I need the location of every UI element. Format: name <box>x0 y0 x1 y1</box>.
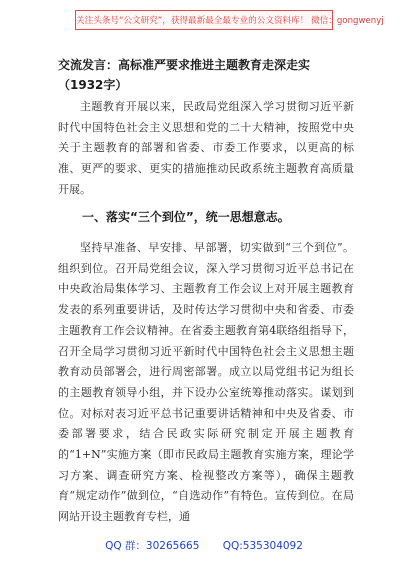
section-body-1: 坚持早准备、早安排、早部署，切实做到“三个到位”。组织到位。召开局党组会议，深入学习贯彻习近平总书记在中央政治局集体学习、主题教育工作会议上对开展主题教育发表的系列重要讲话，及时传达学习贯彻中央和省委、市委主题教育工作会议精神。在省委主题教育第4联络组指导下，召开全局学习贯彻习近平新时代中国特色社会主义思想主题教育动员部署会，进行周密部署。成立以局党组书记为组长的主题教育领导小组，并下设办公室统筹推动落实。谋划到位。对标对表习近平总书记重要讲话精神和中央及省委、市委部署要求，结合民政实际研究制定开展主题教育的“1+N”实施方案（即市民政局主题教育实施方案，理论学习方案、调查研究方案、检视整改方案等），确保主题教育“规定动作”做到位，“自选动作”有特色。宣传到位。在局网站开设主题教育专栏，通 <box>58 241 354 524</box>
promo-banner: 关注头条号“公文研究”，获得最新最全最专业的公文资料库！ 微信：gongwenyj <box>75 10 333 30</box>
section-heading-1: 一、落实“三个到位”，统一思想意志。 <box>82 210 290 224</box>
page-title: 交流发言：高标准严要求推进主题教育走深走实（1932字） <box>58 58 311 92</box>
contact-footer <box>0 538 408 553</box>
intro-paragraph: 主题教育开展以来，民政局党组深入学习贯彻习近平新时代中国特色社会主义思想和党的二十大精神，按照党中央关于主题教育的部署和省委、市委工作要求，以更高的标准、更严的要求、更实的措施推动民政系统主题教育高质量开展。 <box>58 100 354 196</box>
qq-group-text: QQ 群：30265665 <box>105 540 200 552</box>
qq-text: QQ:535304092 <box>222 540 303 552</box>
